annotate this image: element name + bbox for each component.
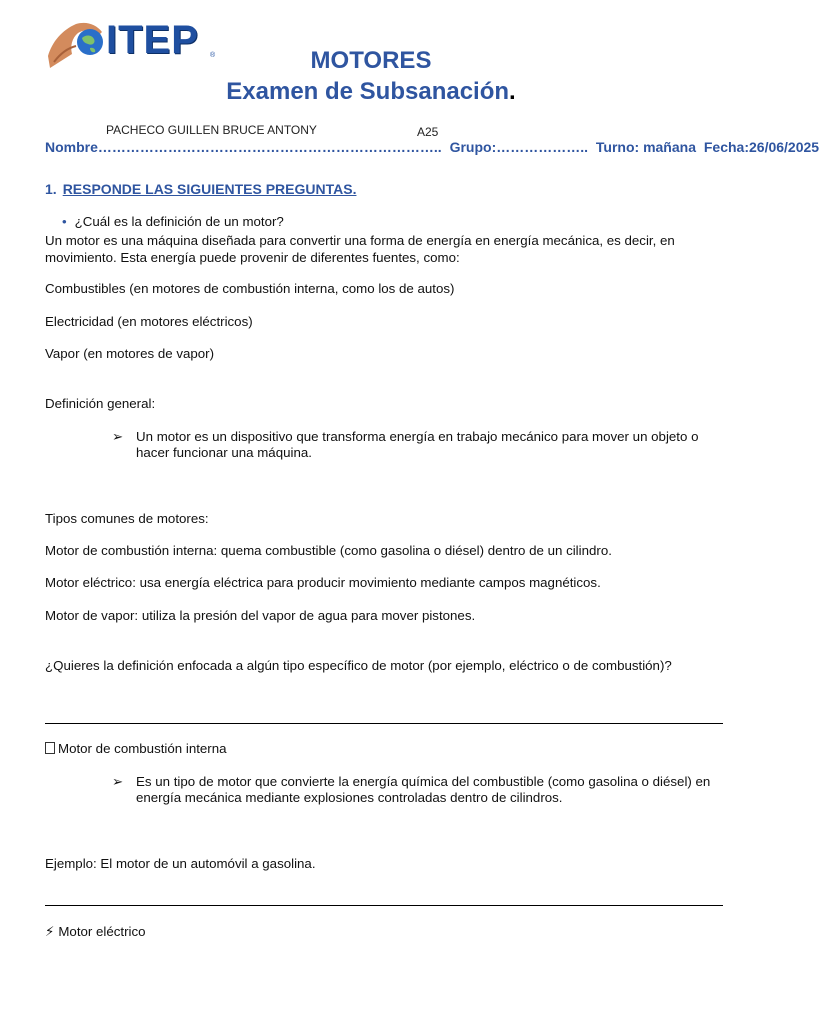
definicion-general-heading: Definición general: (45, 396, 156, 411)
arrow-bullet-icon: ➢ (112, 429, 124, 444)
student-info-line (45, 139, 823, 155)
section-number: 1. (45, 181, 57, 197)
tipo-vapor: Motor de vapor: utiliza la presión del vapor de agua para mover pistones. (45, 608, 476, 623)
tipo-electrico: Motor eléctrico: usa energía eléctrica para producir movimiento mediante campos magnéticos. (45, 575, 601, 590)
definition-arrow-item (112, 429, 732, 463)
electric-heading (45, 923, 146, 940)
section-title: RESPONDE LAS SIGUIENTES PREGUNTAS. (62, 181, 357, 197)
combustion-heading (45, 740, 227, 757)
followup-question: ¿Quieres la definición enfocada a algún tipo específico de motor (por ejemplo, eléctrico o de combustión)? (45, 658, 672, 673)
question-bullet (62, 214, 284, 229)
intro-paragraph: Un motor es una máquina diseñada para convertir una forma de energía en energía mecánica, es decir, en movimiento. Esta energía puede provenir de diferentes fuentes, como: (45, 233, 675, 265)
page-title: MOTORES (310, 47, 432, 74)
fecha-label: Fecha:26/06/2025 (703, 139, 820, 155)
subtitle-dot: . (509, 78, 516, 105)
question-text: ¿Cuál es la definición de un motor? (74, 214, 284, 229)
combustion-heading-text: Motor de combustión interna (58, 741, 227, 756)
source-vapor: Vapor (en motores de vapor) (45, 346, 215, 361)
section-heading (45, 181, 356, 197)
logo-registered-mark: ® (210, 52, 216, 59)
arrow-bullet-icon: ➢ (112, 774, 124, 789)
lightning-icon: ⚡ (45, 924, 55, 939)
example-text: Ejemplo: El motor de un automóvil a gasolina. (45, 856, 316, 871)
missing-glyph-icon (45, 742, 55, 754)
divider (45, 905, 723, 906)
source-combustibles: Combustibles (en motores de combustión interna, como los de autos) (45, 281, 455, 296)
combustion-text: Es un tipo de motor que convierte la energía química del combustible (como gasolina o diésel) en energía mecánica mediante explosiones controladas dentro de cilindros. (136, 774, 711, 805)
group-value: A25 (417, 125, 439, 139)
student-name-value: PACHECO GUILLEN BRUCE ANTONY (106, 123, 317, 137)
name-label: Nombre……………………………………………………………….. (45, 139, 442, 155)
source-electricidad: Electricidad (en motores eléctricos) (45, 314, 253, 329)
turno-label: Turno: mañana (595, 139, 696, 155)
definition-text: Un motor es un dispositivo que transforma energía en trabajo mecánico para mover un objeto o hacer funcionar una máquina. (136, 429, 699, 460)
tipos-heading: Tipos comunes de motores: (45, 511, 209, 526)
bullet-icon: • (62, 214, 67, 229)
tipo-combustion: Motor de combustión interna: quema combustible (como gasolina o diésel) dentro de un cilindro. (45, 543, 612, 558)
combustion-arrow-item (112, 774, 732, 808)
group-label: Grupo:……………….. (449, 139, 589, 155)
page-subtitle (0, 78, 742, 106)
divider (45, 723, 723, 724)
electric-heading-text: Motor eléctrico (58, 924, 146, 939)
subtitle-text: Examen de Subsanación (226, 78, 510, 105)
logo-text: ITEP (106, 18, 199, 62)
